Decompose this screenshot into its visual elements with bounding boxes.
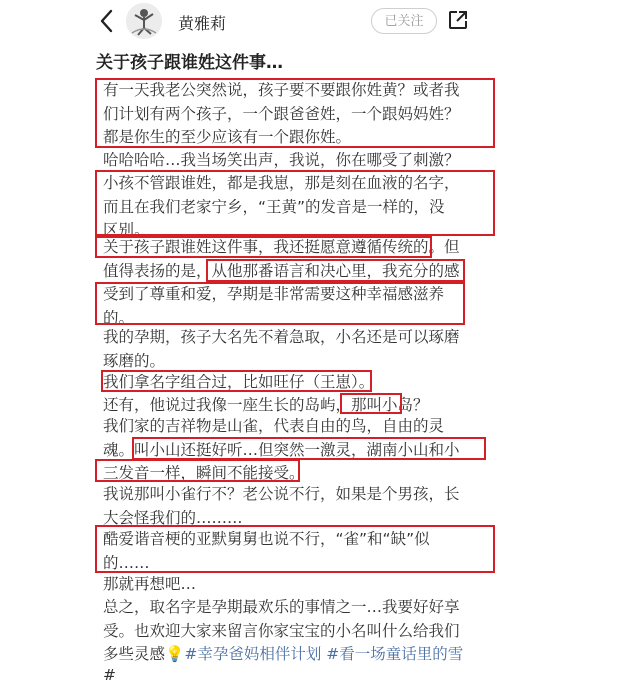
- paragraph-4: 关于孩子跟谁姓这件事，我还挺愿意遵循传统的。但 值得表扬的是，从他那番语言和决心里，我充分的感 受到了尊重和爱，孕期是非常需要这种幸福感滋养 的。: [103, 238, 460, 327]
- highlight-box-7: [340, 393, 402, 414]
- paragraph-13: #: [103, 666, 116, 684]
- share-button[interactable]: [447, 9, 469, 31]
- paragraph-1: 有一天我老公突然说，孩子要不要跟你姓黄？或者我 们计划有两个孩子，一个跟爸爸姓，一个跟妈妈姓？ 都是你生的至少应该有一个跟你姓。: [103, 81, 460, 146]
- paragraph-6: 我们拿名字组合过，比如旺仔（王崽）。: [103, 373, 375, 391]
- paragraph-12: [103, 596, 503, 667]
- highlight-box-9: [95, 459, 300, 482]
- post-title: 关于孩子跟谁姓这件事…: [96, 53, 283, 73]
- highlight-box-8: [132, 437, 486, 460]
- share-icon: [447, 9, 469, 31]
- highlight-box-10: [95, 525, 495, 573]
- chevron-left-icon: [96, 8, 118, 34]
- highlight-box-5: [95, 282, 465, 325]
- highlight-box-1: [95, 78, 495, 148]
- highlight-box-2: [95, 170, 495, 236]
- avatar[interactable]: [126, 3, 162, 39]
- paragraph-3: 小孩不管跟谁姓，都是我崽，那是刻在血液的名字， 而且在我们老家宁乡，“王黄”的发音是一样的，没 区别。: [103, 174, 460, 239]
- paragraph-8: 我们家的吉祥物是山雀，代表自由的鸟，自由的灵 魂。叫小山还挺好听…但突然一激灵，湖南小山和小 三发音一样，瞬间不能接受。: [103, 417, 460, 482]
- paragraph-9: 我说那叫小雀行不？老公说不行，如果是个男孩，长 大会怪我们的………: [103, 485, 460, 527]
- highlight-box-4: [206, 259, 465, 282]
- back-button[interactable]: [96, 8, 118, 34]
- lightbulb-icon: 💡: [165, 645, 185, 663]
- follow-button[interactable]: 已关注: [371, 8, 437, 34]
- highlight-box-6: [101, 370, 372, 392]
- paragraph-10: 酷爱谐音梗的亚默舅舅也说不行，“雀”和“缺”似 的……: [103, 530, 430, 572]
- avatar-figure-icon: [126, 3, 162, 39]
- paragraph-2: 哈哈哈哈…我当场笑出声，我说，你在哪受了刺激？: [103, 151, 460, 169]
- username[interactable]: 黄雅莉: [178, 14, 227, 33]
- hashtag-1[interactable]: #幸孕爸妈相伴计划: [184, 645, 322, 663]
- paragraph-12-text: 总之，取名字是孕期最欢乐的事情之一…我要好好享 受。也欢迎大家来留言你家宝宝的小名叫什么给我们 多些灵感: [103, 598, 460, 663]
- paragraph-5: 我的孕期，孩子大名先不着急取，小名还是可以琢磨 琢磨的。: [103, 328, 460, 370]
- paragraph-11: 那就再想吧…: [103, 575, 197, 593]
- hashtag-2[interactable]: #看一场童话里的雪: [326, 645, 464, 663]
- top-bar: [0, 0, 636, 44]
- paragraph-7: 还有，他说过我像一座生长的岛屿，那叫小岛？: [103, 396, 429, 414]
- highlight-box-3: [95, 236, 432, 258]
